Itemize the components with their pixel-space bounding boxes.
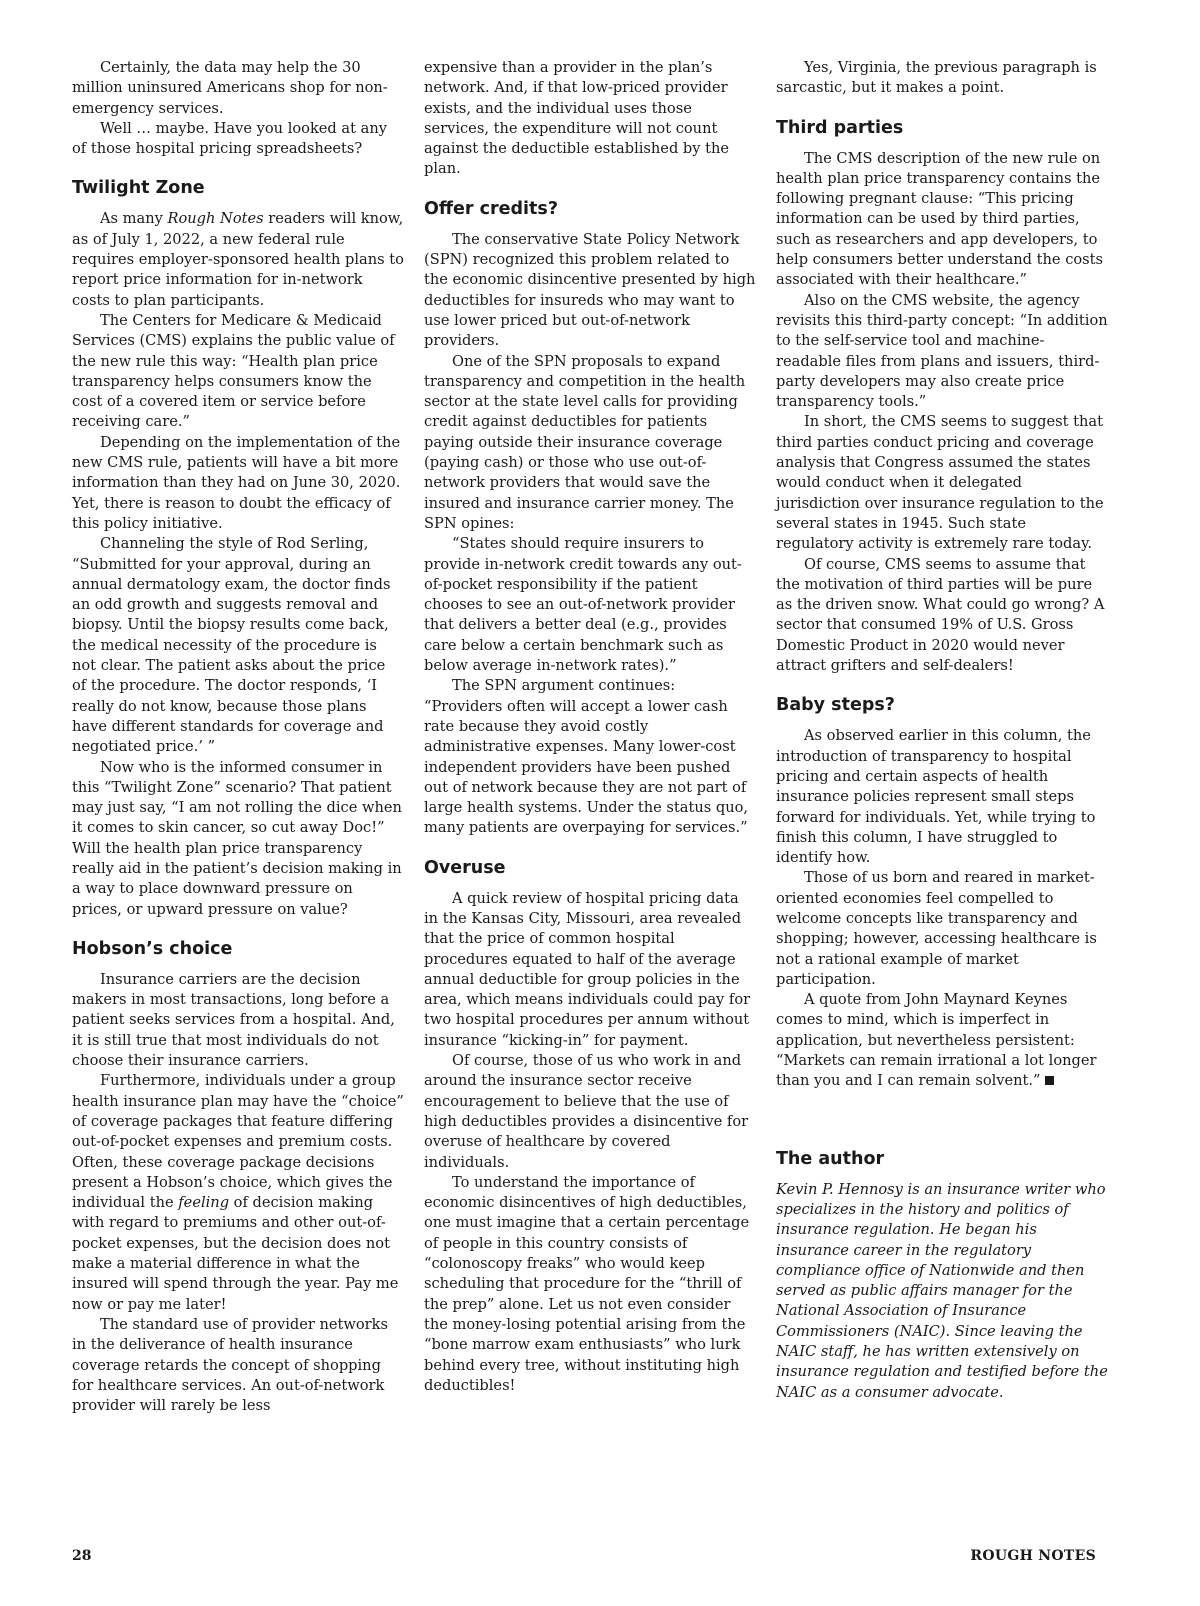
paragraph: Now who is the informed consumer in this “Twilight Zone” scenario? That patient may just say, “I am not rolling the dice when it comes to skin cancer, so cut away Doc!” Will the health plan price transparency really aid in the patient’s decision making in a way to place downward pressure on prices, or upward pressure on value? <box>72 758 402 918</box>
section-heading-hobsons-choice: Hobson’s choice <box>72 938 233 959</box>
paragraph: Those of us born and reared in market-oriented economies feel compelled to welcome concepts like transparency and shopping; however, accessing healthcare is not a rational example of market participation. <box>776 869 1097 988</box>
paragraph: The Centers for Medicare & Medicaid Services (CMS) explains the public value of the new rule this way: “Health plan price transparency helps consumers know the cost of a covered item or service before receiving care.” <box>72 311 395 431</box>
paragraph: The CMS description of the new rule on health plan price transparency contains the following pregnant clause: “This pricing information can be used by third parties, such as researchers and app developers, to help consumers better understand the costs associated with their healthcare.” <box>776 149 1103 289</box>
paragraph: Yes, Virginia, the previous paragraph is sarcastic, but it makes a point. <box>776 59 1097 97</box>
paragraph: expensive than a provider in the plan’s network. And, if that low-priced provider exists, and the individual uses those services, the expenditure will not count against the deductible established by the plan. <box>424 59 730 178</box>
column-1 <box>72 58 404 1416</box>
paragraph: Certainly, the data may help the 30 million uninsured Americans shop for non-emergency services. <box>72 59 388 117</box>
paragraph: A quote from John Maynard Keynes comes to mind, which is imperfect in application, but nevertheless persistent: “Markets can remain irrational a lot longer than you and I can remain solvent.” <box>776 991 1097 1090</box>
paragraph: Furthermore, individuals under a group health insurance plan may have the “choice” of coverage packages that feature differing out-of-pocket expenses and premium costs. Often, these coverage package decisions present a Hobson’s choice, which gives the individual the feeling of decision making with regard to premiums and other out-of-pocket expenses, but the decision does not make a material difference in what the insured will spend through the year. Pay me now or pay me later! <box>72 1072 404 1313</box>
paragraph: In short, the CMS seems to suggest that third parties conduct pricing and coverage analysis that Congress assumed the states would conduct when it delegated jurisdiction over insurance regulation to the several states in 1945. Such state regulatory activity is extremely rare today. <box>776 413 1104 553</box>
paragraph: As observed earlier in this column, the introduction of transparency to hospital pricing and certain aspects of health insurance policies represent small steps forward for individuals. Yet, while trying to finish this column, I have struggled to identify how. <box>776 727 1096 867</box>
paragraph: Of course, CMS seems to assume that the motivation of third parties will be pure as the driven snow. What could go wrong? A sector that consumed 19% of U.S. Gross Domestic Product in 2020 would never attract grifters and self-dealers! <box>776 555 1105 675</box>
paragraph: The standard use of provider networks in the deliverance of health insurance coverage retards the concept of shopping for healthcare services. An out-of-network provider will rarely be less <box>72 1315 388 1415</box>
paragraph: A quick review of hospital pricing data in the Kansas City, Missouri, area revealed that the price of common hospital procedures equated to half of the average annual deductible for group policies in the area, which means individuals could pay for two hospital procedures per annum without insurance “kicking-in” for payment. <box>424 889 751 1049</box>
paragraph: The conservative State Policy Network (SPN) recognized this problem related to the economic disincentive presented by high deductibles for insureds who may want to use lower priced but out-of-network providers. <box>424 230 756 350</box>
paragraph: Depending on the implementation of the new CMS rule, patients will have a bit more information than they had on June 30, 2020. Yet, there is reason to doubt the efficacy of this policy initiative. <box>72 433 401 532</box>
paragraph: Channeling the style of Rod Serling, “Submitted for your approval, during an annual dermatology exam, the doctor finds an odd growth and suggests removal and biopsy. Until the biopsy results come back, the medical necessity of the procedure is not clear. The patient asks about the price of the procedure. The doctor responds, ‘I really do not know, because those plans have different standards for coverage and negotiated price.’ ” <box>72 535 391 756</box>
section-heading-third-parties: Third parties <box>776 117 904 138</box>
magazine-name: ROUGH NOTES <box>970 1548 1096 1564</box>
paragraph: One of the SPN proposals to expand transparency and competition in the health sector at the state level calls for providing credit against deductibles for patients paying outside their insurance coverage (paying cash) or those who use out-of-network providers that would save the insured and insurance carrier money. The SPN opines: <box>424 352 746 532</box>
paragraph: Well … maybe. Have you looked at any of those hospital pricing spreadsheets? <box>72 119 387 158</box>
column-2 <box>424 58 756 1396</box>
column-3 <box>776 58 1108 1403</box>
paragraph: The SPN argument continues: “Providers often will accept a lower cash rate because they avoid costly administrative expenses. Many lower-cost independent providers have been pushed out of network because they are not part of large health systems. Under the status quo, many patients are overpaying for services.” <box>424 677 749 837</box>
end-of-story-icon <box>1045 1076 1054 1085</box>
author-bio: Kevin P. Hennosy is an insurance writer who specializes in the history and politics of insurance regulation. He began his insurance career in the regulatory compliance office of Nationwide and then served as public affairs manager for the National Association of Insurance Commissioners (NAIC). Since leaving the NAIC staff, he has written extensively on insurance regulation and testified before the NAIC as a consumer advocate. <box>776 1180 1108 1401</box>
publication-name: Rough Notes <box>167 210 264 228</box>
block-quote: “States should require insurers to provide in-network credit towards any out-of-pocket responsibility if the patient chooses to see an out-of-network provider that delivers a better deal (e.g., provides care below a certain benchmark such as below average in-network rates).” <box>424 535 742 675</box>
emphasis: feeling <box>178 1194 230 1212</box>
paragraph: To understand the importance of economic disincentives of high deductibles, one must imagine that a certain percentage of people in this country consists of “colonoscopy freaks” who would keep scheduling that procedure for the “thrill of the prep” alone. Let us not even consider the money-losing potential arising from the “bone marrow exam enthusiasts” who lurk behind every tree, without instituting high deductibles! <box>424 1173 750 1394</box>
paragraph: Also on the CMS website, the agency revisits this third-party concept: “In addition to the self-service tool and machine-readable files from plans and issuers, third-party developers may also create price transparency tools.” <box>776 291 1108 411</box>
paragraph: Of course, those of us who work in and around the insurance sector receive encouragement to believe that the use of high deductibles provides a disincentive for overuse of healthcare by covered individuals. <box>424 1052 749 1171</box>
section-heading-overuse: Overuse <box>424 857 506 878</box>
section-heading-offer-credits: Offer credits? <box>424 198 558 219</box>
paragraph: As many Rough Notes readers will know, as of July 1, 2022, a new federal rule requires employer-sponsored health plans to report price information for in-network costs to plan participants. <box>72 210 404 309</box>
section-heading-baby-steps: Baby steps? <box>776 695 895 716</box>
page-number: 28 <box>72 1548 92 1564</box>
section-heading-twilight-zone: Twilight Zone <box>72 178 205 199</box>
section-heading-the-author: The author <box>776 1148 885 1169</box>
paragraph: Insurance carriers are the decision makers in most transactions, long before a patient seeks services from a hospital. And, it is still true that most individuals do not choose their insurance carriers. <box>72 970 395 1070</box>
